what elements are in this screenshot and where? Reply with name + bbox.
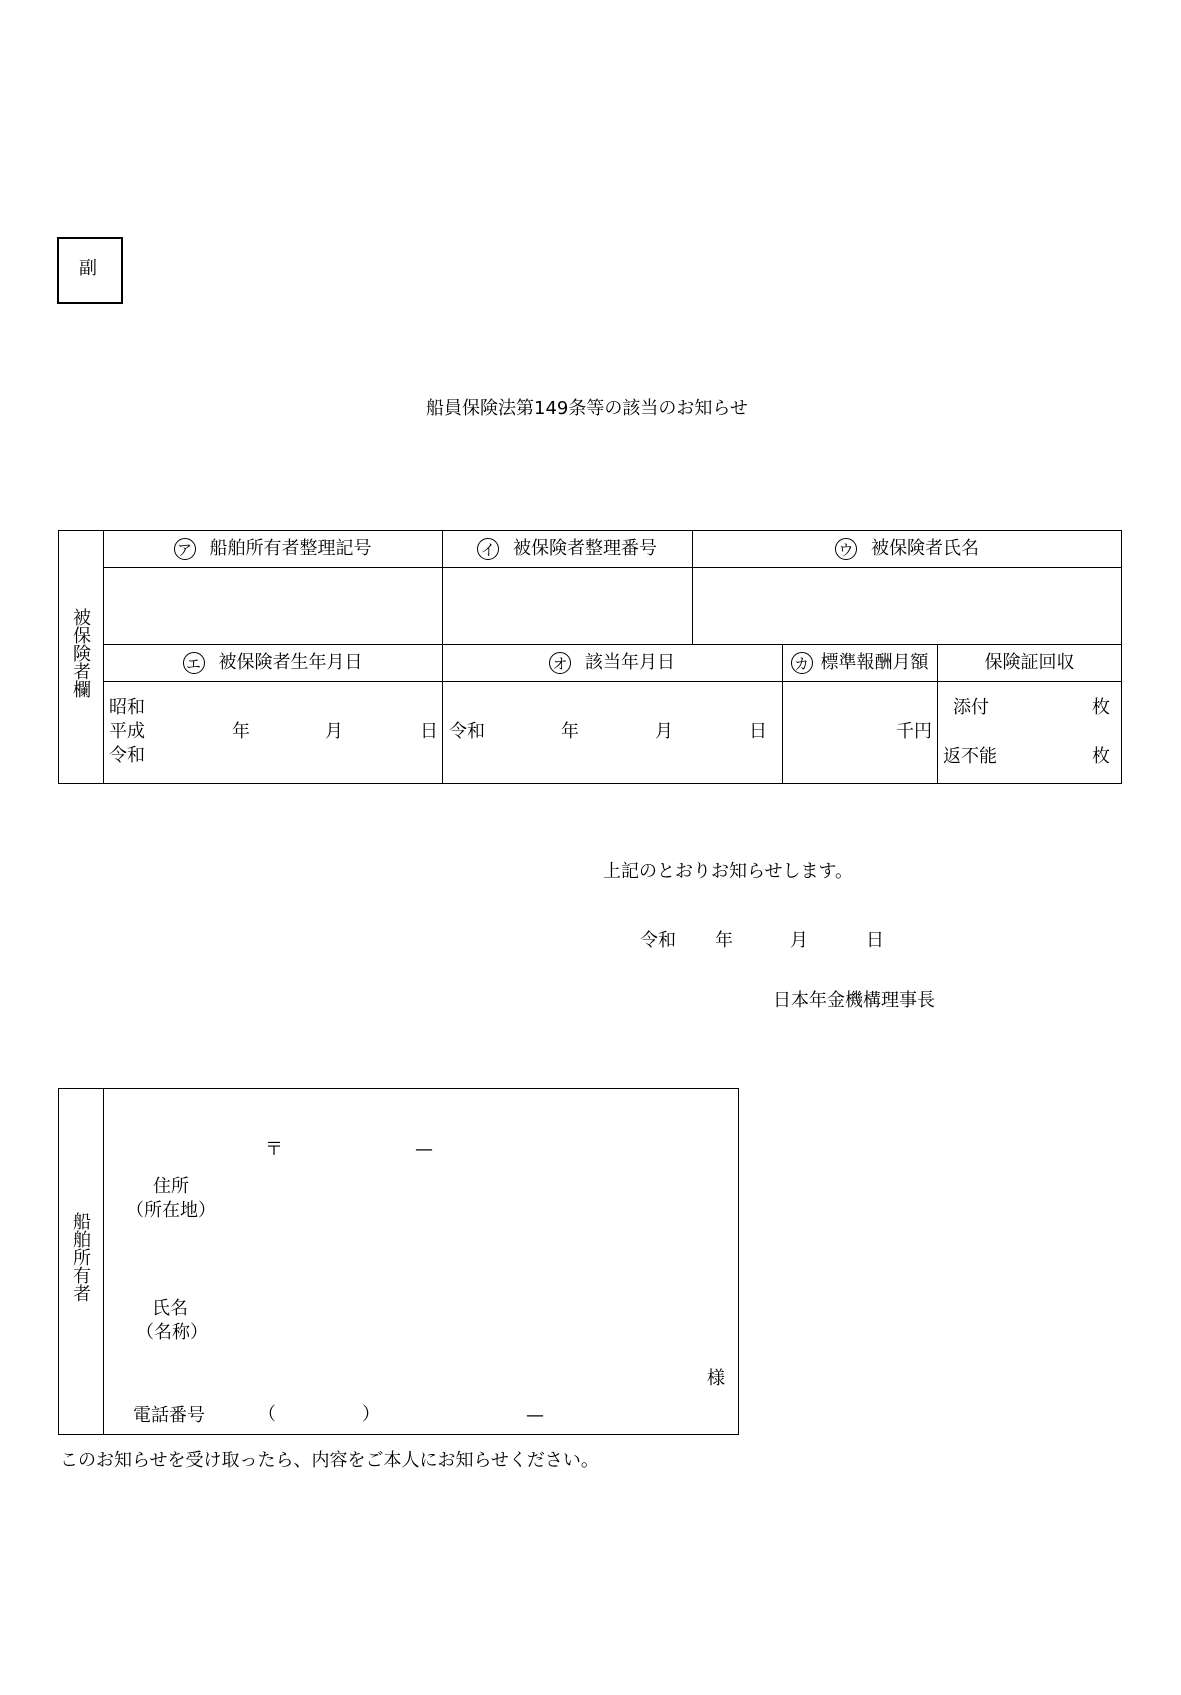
- header-insured-name-label: 被保険者氏名: [871, 538, 979, 559]
- phone-field[interactable]: [270, 1402, 630, 1428]
- notice-date-day: 日: [866, 930, 884, 951]
- birth-year-label: 年: [232, 721, 250, 742]
- mark-e: エ: [183, 652, 205, 674]
- footer-note: このお知らせを受け取ったら、内容をご本人にお知らせください。: [60, 1450, 599, 1471]
- phone-label: 電話番号: [133, 1405, 205, 1426]
- header-standard-salary: [782, 645, 937, 681]
- cert-unreturnable-label: 返不能: [943, 746, 997, 767]
- applicable-era: 令和: [449, 721, 485, 742]
- applicable-year-label: 年: [561, 721, 579, 742]
- cert-attached-unit: 枚: [1092, 697, 1110, 718]
- page-title: 船員保険法第149条等の該当のお知らせ: [426, 398, 748, 419]
- era-heisei: 平成: [109, 721, 145, 742]
- cell-owner-number[interactable]: [105, 569, 441, 643]
- phone-paren-close: ）: [362, 1404, 380, 1425]
- notice-date-year: 年: [715, 930, 733, 951]
- header-insured-name: [692, 531, 1122, 567]
- mark-i: イ: [477, 538, 499, 560]
- owner-side-label: 船舶所有者: [70, 1212, 91, 1302]
- name-sub-label: （名称）: [136, 1322, 208, 1343]
- name-field[interactable]: [220, 1296, 700, 1346]
- header-birthdate: [103, 645, 442, 681]
- era-showa: 昭和: [109, 697, 145, 718]
- phone-dash: —: [526, 1405, 544, 1426]
- notice-date-era: 令和: [640, 930, 676, 951]
- honorific-sama: 様: [707, 1368, 725, 1389]
- mark-u: ウ: [835, 538, 857, 560]
- mark-a: ア: [174, 538, 196, 560]
- applicable-day-label: 日: [749, 721, 767, 742]
- header-certificate-return: 保険証回収: [984, 652, 1075, 673]
- postal-code-field[interactable]: [290, 1134, 490, 1164]
- header-owner-number: [103, 531, 442, 567]
- notice-date-month: 月: [790, 930, 808, 951]
- mark-ka: カ: [791, 652, 813, 674]
- era-reiwa: 令和: [109, 745, 145, 766]
- salary-unit: 千円: [896, 721, 932, 742]
- cell-insured-name[interactable]: [694, 569, 1121, 643]
- header-insured-number-label: 被保険者整理番号: [513, 538, 657, 559]
- cert-unreturnable-unit: 枚: [1092, 746, 1110, 767]
- postal-dash: —: [415, 1139, 433, 1160]
- address-label: 住所: [153, 1176, 189, 1197]
- birth-month-label: 月: [325, 721, 343, 742]
- insured-side-label: 被保険者欄: [70, 608, 91, 698]
- fuku-label: 副: [79, 258, 97, 279]
- header-birthdate-label: 被保険者生年月日: [218, 652, 363, 673]
- address-sub-label: （所在地）: [126, 1200, 216, 1221]
- cert-attached-label: 添付: [953, 697, 989, 718]
- notice-text: 上記のとおりお知らせします。: [603, 861, 854, 882]
- phone-paren-open: （: [258, 1404, 276, 1425]
- name-label: 氏名: [152, 1298, 188, 1319]
- header-insured-number: [442, 531, 692, 567]
- address-field[interactable]: [220, 1175, 720, 1225]
- issuer-name: 日本年金機構理事長: [773, 990, 935, 1011]
- cell-insured-number[interactable]: [444, 569, 691, 643]
- header-standard-salary-label: 標準報酬月額: [820, 652, 929, 673]
- applicable-month-label: 月: [655, 721, 673, 742]
- header-applicable-date: [442, 645, 782, 681]
- header-owner-number-label: 船舶所有者整理記号: [209, 538, 372, 559]
- mark-o: オ: [549, 652, 571, 674]
- birth-day-label: 日: [420, 721, 438, 742]
- postal-mark: 〒: [265, 1139, 283, 1160]
- header-applicable-date-label: 該当年月日: [585, 652, 675, 673]
